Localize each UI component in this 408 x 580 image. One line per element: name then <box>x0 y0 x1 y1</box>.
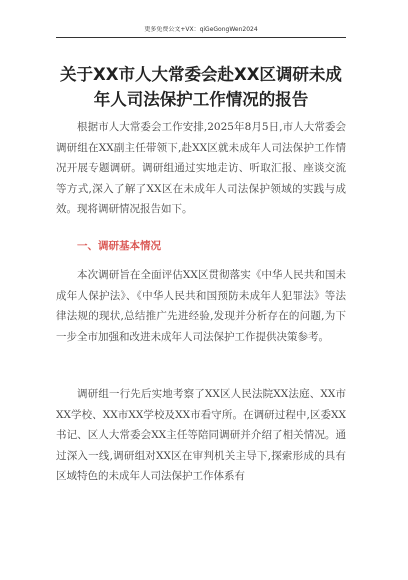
intro-paragraph: 根据市人大常委会工作安排,2025年8月5日,市人大常委会调研组在XX副主任带领下,赴XX区就未成年人司法保护工作情况开展专题调研。调研组通过实地走访、听取汇报、座谈交流等方式,深入了解了XX区在未成年人司法保护领域的实践与成效。现将调研情况报告如下。 <box>56 121 346 215</box>
body-paragraph: 本次调研旨在全面评估XX区贯彻落实《中华人民共和国未成年人保护法》、《中华人民共和国预防未成年人犯罪法》等法律法规的现状,总结推广先进经验,发现并分析存在的问题,为下一步全市加强和改进未成年人司法保护工作提供决策参考。 <box>56 269 346 343</box>
section-heading: 一、调研基本情况 <box>77 240 161 252</box>
document-title: 关于XX市人大常委会赴XX区调研未成年人司法保护工作情况的报告 <box>60 65 342 109</box>
body-paragraph: 调研组一行先后实地考察了XX区人民法院XX法庭、XX市XX学校、XX市XX学校及XX市看守所。在调研过程中,区委XX书记、区人大常委会XX主任等陪同调研并介绍了相关情况。通过深入一线,调研组对XX区在审判机关主导下,探索形成的具有区域特色的未成年人司法保护工作体系有 <box>56 388 346 482</box>
page-header: 更多免费公文+VX：qiGeGongWen2024 <box>144 26 258 33</box>
header-divider <box>56 37 346 38</box>
